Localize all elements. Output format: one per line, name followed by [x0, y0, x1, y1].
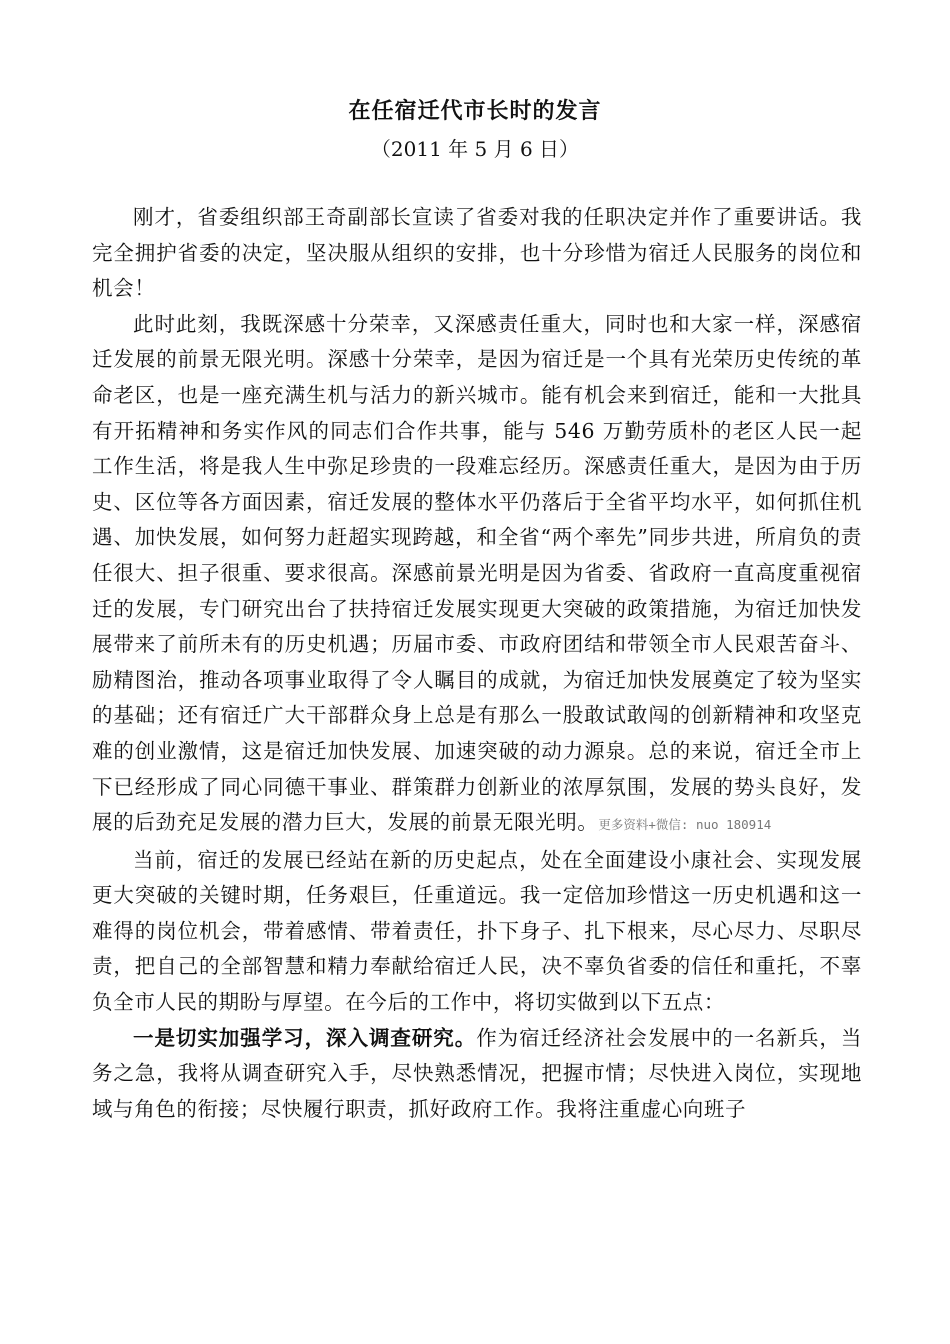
document-body: [92, 200, 862, 1127]
paragraph-1: [92, 200, 862, 307]
paragraph-3: [92, 843, 862, 1021]
paragraph-text: 当前，宿迁的发展已经站在新的历史起点，处在全面建设小康社会、实现发展更大突破的关键时期，任务艰巨，任重道远。我一定倍加珍惜这一历史机遇和这一难得的岗位机会，带着感情、带着责任，扑下身子、扎下根来，尽心尽力、尽职尽责，把自己的全部智慧和精力奉献给宿迁人民，决不辜负省委的信任和重托，不辜负全市人民的期盼与厚望。在今后的工作中，将切实做到以下五点：: [92, 847, 862, 1015]
document-date: （2011 年 5 月 6 日）: [370, 137, 580, 161]
paragraph-text: 作为宿迁经济社会发展中的一名新兵，当务之急，我将从调查研究入手，尽快熟悉情况，把握市情；尽快进入岗位，实现地域与角色的衔接；尽快履行职责，抓好政府工作。我将注重虚心向班子: [92, 1025, 862, 1121]
paragraph-text: 刚才，省委组织部王奇副部长宣读了省委对我的任职决定并作了重要讲话。我完全拥护省委的决定，坚决服从组织的安排，也十分珍惜为宿迁人民服务的岗位和机会！: [92, 205, 862, 301]
paragraph-text: 此时此刻，我既深感十分荣幸，又深感责任重大，同时也和大家一样，深感宿迁发展的前景无限光明。深感十分荣幸，是因为宿迁是一个具有光荣历史传统的革命老区，也是一座充满生机与活力的新兴城市。能有机会来到宿迁，能和一大批具有开拓精神和务实作风的同志们合作共事，能与 546 万勤劳质朴的老区人民一起工作生活，将是我人生中弥足珍贵的一段难忘经历。深感责任重大，是因为由于历史、区位等各方面因素，宿迁发展的整体水平仍落后于全省平均水平，如何抓住机遇、加快发展，如何努力赶超实现跨越，和全省“两个率先”同步共进，所肩负的责任很大、担子很重、要求很高。深感前景光明是因为省委、省政府一直高度重视宿迁的发展，专门研究出台了扶持宿迁发展实现更大突破的政策措施，为宿迁加快发展带来了前所未有的历史机遇；历届市委、市政府团结和带领全市人民艰苦奋斗、励精图治，推动各项事业取得了令人瞩目的成就，为宿迁加快发展奠定了较为坚实的基础；还有宿迁广大干部群众身上总是有那么一股敢试敢闯的创新精神和攻坚克难的创业激情，这是宿迁加快发展、加速突破的动力源泉。总的来说，宿迁全市上下已经形成了同心同德干事业、群策群力创新业的浓厚氛围，发展的势头良好，发展的后劲充足发展的潜力巨大，发展的前景无限光明。: [92, 311, 862, 835]
document-title: 在任宿迁代市长时的发言: [348, 99, 602, 124]
watermark-text: 更多资料+微信: nuo 180914: [598, 817, 772, 833]
paragraph-2: [92, 307, 862, 843]
paragraph-lead-bold: 一是切实加强学习，深入调查研究。: [133, 1025, 477, 1050]
paragraph-4: [92, 1021, 862, 1128]
